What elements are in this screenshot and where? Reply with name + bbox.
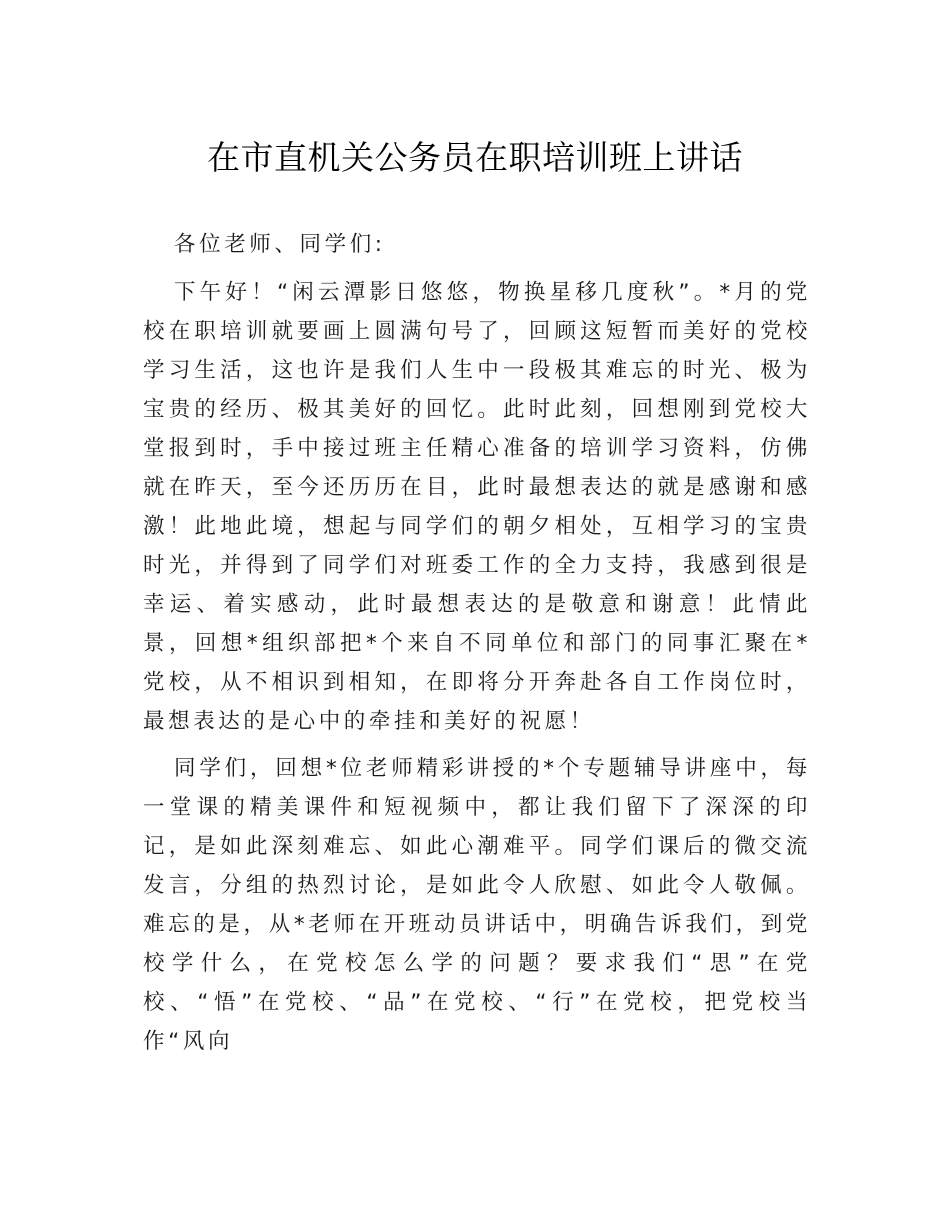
salutation: 各位老师、同学们: <box>174 232 386 257</box>
paragraph-2: 同学们，回想*位老师精彩讲授的*个专题辅导讲座中，每一堂课的精美课件和短视频中，都让我们留下了深深的印记，是如此深刻难忘、如此心潮难平。同学们课后的微交流发言，分组的热烈讨论，是如此令人欣慰、如此令人敬佩。难忘的是，从*老师在开班动员讲话中，明确告诉我们，到党校学什么，在党校怎么学的问题？要求我们“思”在党校、“悟”在党校、“品”在党校、“行”在党校，把党校当作“风向 <box>143 756 811 1054</box>
document-body <box>143 225 811 1069</box>
page-title: 在市直机关公务员在职培训班上讲话 <box>207 138 743 178</box>
paragraph-1: 下午好！“闲云潭影日悠悠，物换星移几度秋”。*月的党校在职培训就要画上圆满句号了，回顾这短暂而美好的党校学习生活，这也许是我们人生中一段极其难忘的时光、极为宝贵的经历、极其美好的回忆。此时此刻，回想刚到党校大堂报到时，手中接过班主任精心准备的培训学习资料，仿佛就在昨天，至今还历历在目，此时最想表达的就是感谢和感激！此地此境，想起与同学们的朝夕相处，互相学习的宝贵时光，并得到了同学们对班委工作的全力支持，我感到很是幸运、着实感动，此时最想表达的是敬意和谢意！此情此景，回想*组织部把*个来自不同单位和部门的同事汇聚在*党校，从不相识到相知，在即将分开奔赴各自工作岗位时，最想表达的是心中的牵挂和美好的祝愿！ <box>143 280 811 734</box>
